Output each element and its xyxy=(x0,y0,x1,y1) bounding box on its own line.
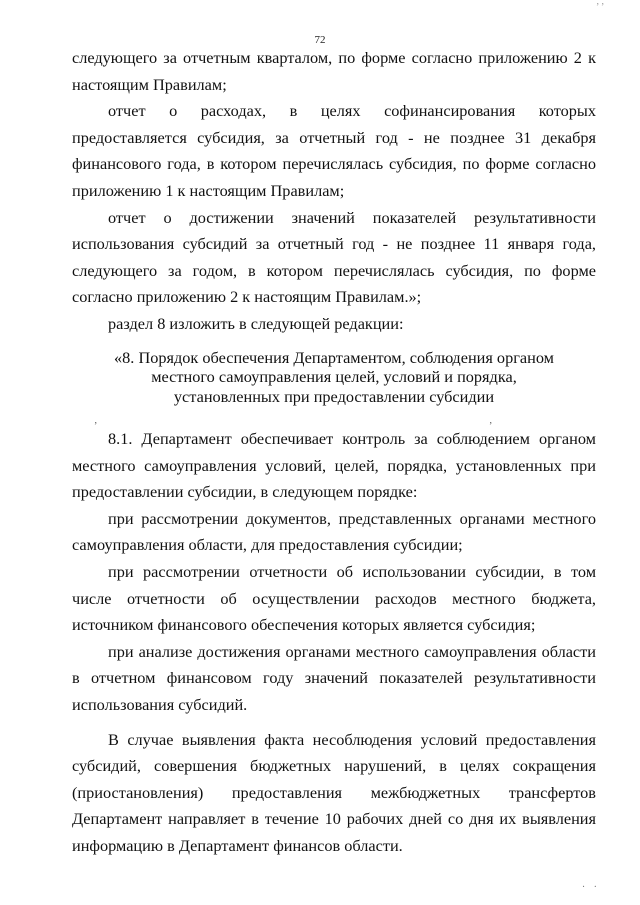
scan-mark-top: , , xyxy=(596,0,604,7)
section-title-line-2: местного самоуправления целей, условий и порядка, xyxy=(151,367,517,387)
section-title-line-3: установленных при предоставлении субсидии xyxy=(173,386,495,406)
paragraph-2: отчет о расходах, в целях софинансирования которых предоставляется субсидия, за отчетный год - не позднее 31 декабря финансового года, в котором перечислялась субсидия, по форме согласно приложению 1 к настоящим Правилам; xyxy=(72,101,596,200)
document-body xyxy=(72,45,596,860)
section-title xyxy=(72,348,596,407)
paragraph-1: следующего за отчетным кварталом, по форме согласно приложению 2 к настоящим Правилам; xyxy=(72,48,596,94)
paragraph-6: при рассмотрении документов, представленных органами местного самоуправления области, для предоставления субсидии; xyxy=(72,508,596,555)
paragraph-7: при рассмотрении отчетности об использовании субсидии, в том числе отчетности об осуществлении расходов местного бюджета, источником финансового обеспечения которых является субсидия; xyxy=(72,562,596,635)
section-title-line-1: «8. Порядок обеспечения Департаментом, соблюдения органом xyxy=(114,347,554,367)
page-number: 72 xyxy=(314,34,326,46)
paragraph-3: отчет о достижении значений показателей результативности использования субсидий за отчетный год - не позднее 11 января года, следующего за годом, в котором перечислялась субсидия, по форме согласно приложению 2 к настоящим Правилам.»; xyxy=(72,207,596,307)
scan-mark: ʼ xyxy=(489,421,493,432)
paragraph-8: при анализе достижения органами местного самоуправления области в отчетном финансовом году значений показателей результативности использования субсидий. xyxy=(72,641,596,714)
spacer xyxy=(72,418,596,426)
paragraph-9: В случае выявления факта несоблюдения условий предоставления субсидий, совершения бюджетных нарушений, в целях сокращения (приостановления) предоставления межбюджетных трансфертов Департамент направляет в течение 10 рабочих дней со дня их выявления информацию в Департамент финансов области. xyxy=(72,729,596,855)
scan-mark: ʼ xyxy=(94,421,98,432)
scan-mark-bottom: · · xyxy=(581,882,600,893)
spacer xyxy=(72,719,596,727)
paragraph-4: раздел 8 изложить в следующей редакции: xyxy=(108,313,404,333)
paragraph-5: 8.1. Департамент обеспечивает контроль за соблюдением органом местного самоуправления условий, целей, порядка, установленных при предоставлении субсидии, в следующем порядке: xyxy=(72,429,596,502)
